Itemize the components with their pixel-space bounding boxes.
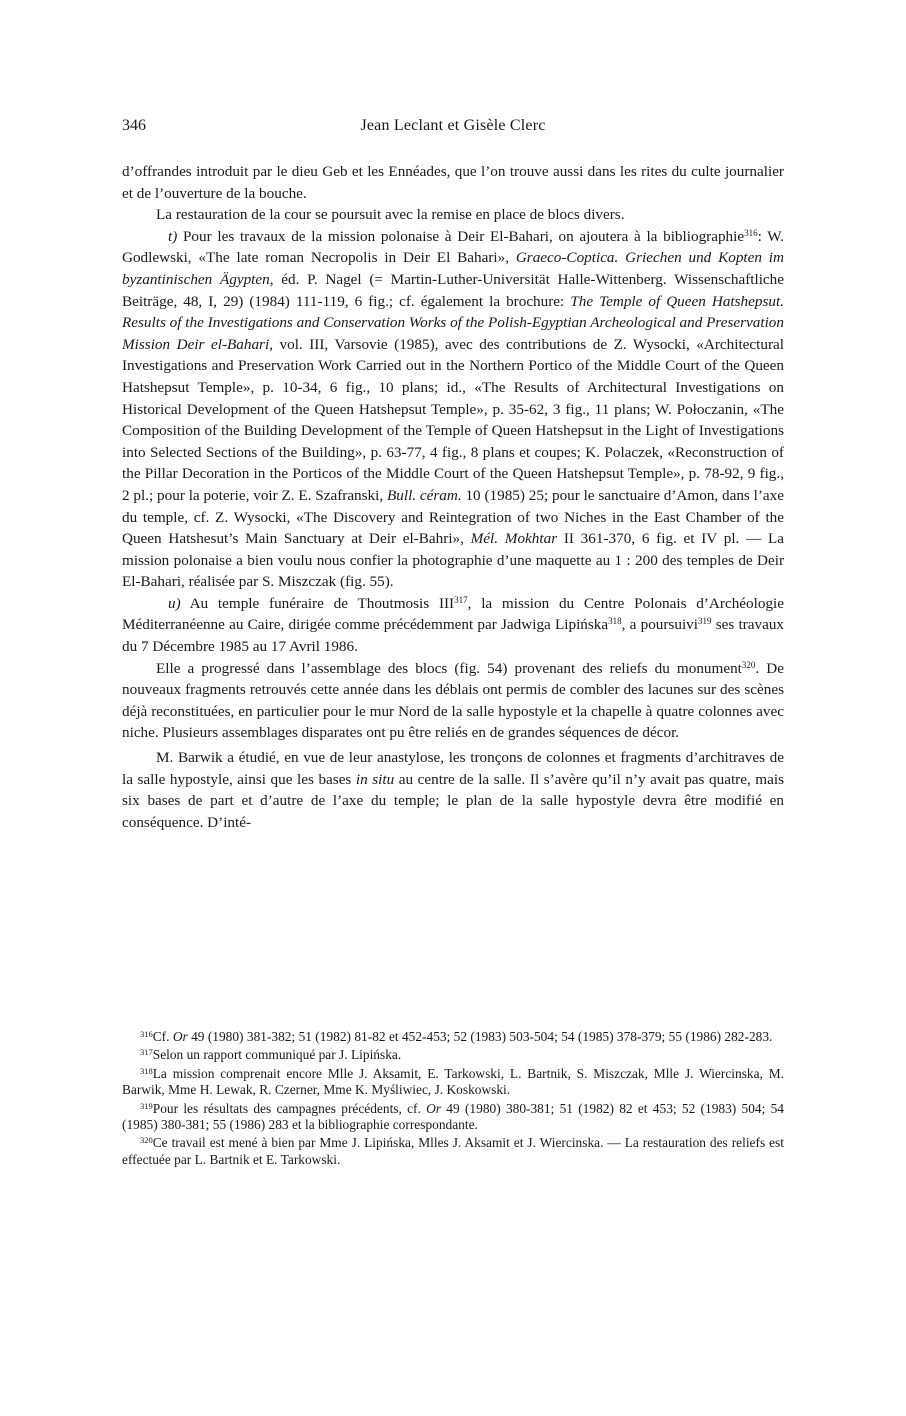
- footnote-ref-316: 316: [744, 227, 758, 238]
- running-title: Jean Leclant et Gisèle Clerc: [360, 117, 546, 134]
- footnote-ref-318: 318: [608, 616, 622, 627]
- item-label-t: t): [168, 227, 178, 245]
- running-head: [122, 117, 784, 141]
- footnote-ref-319: 319: [697, 616, 712, 627]
- footnote-316: $^{316}$Cf. Or 49 (1980) 381-382; 51 (1982) 81-82 et 452-453; 52 (1983) 503-504; 54 (1985) 378-379; 55 (1986) 282-283.: [140, 1029, 773, 1044]
- item-label-u: u): [168, 594, 181, 612]
- paragraph-assemblage: Elle a progressé dans l’assemblage des blocs (fig. 54) provenant des reliefs du monument$^{320}$. De nouveaux fragments retrouvés cette année dans les déblais ont permis de combler des lacunes sur des scènes déjà reconstituées, en particulier pour le mur Nord de la salle hypostyle et la chapelle à quatre colonnes avec niche. Plusieurs assemblages disparates ont pu être reliés en de grandes séquences de décor.: [122, 659, 784, 742]
- paragraph-restauration: La restauration de la cour se poursuit avec la remise en place de blocs divers.: [156, 206, 625, 224]
- title-bull-ceram: Bull. céram.: [386, 486, 462, 504]
- title-graeco-coptica: Graeco-Coptica. Griechen und Kopten im byzantinischen Ägypten: [122, 249, 784, 288]
- title-temple-hatshepsut: The Temple of Queen Hatshepsut. Results of the Investigations and Conservation Works of the Polish-Egyptian Archeological and Preservation Mission Deir el-Bahari: [122, 292, 785, 353]
- paragraph-deir-el-bahari: t) Pour les travaux de la mission polonaise à Deir El-Bahari, on ajoutera à la bibliographie$^{316}$: W. Godlewski, «The late roman Necropolis in Deir El Bahari», Graeco-Coptica. Griechen und Kopten im byzantinischen Ägypten, éd. P. Nagel (= Martin-Luther-Universität Halle-Wittenberg. Wissenschaftliche Beiträge, 48, I, 29) (1984) 111-119, 6 fig.; cf. également la brochure: The Temple of Queen Hatshepsut. Results of the Investigations and Conservation Works of the Polish-Egyptian Archeological and Preservation Mission Deir el-Bahari, vol. III, Varsovie (1985), avec des contributions de Z. Wysocki, «Architectural Investigations and Preservation Work Carried out in the Northern Portico of the Middle Court of the Queen Hatshepsut Temple», p. 10-34, 6 fig., 10 plans; id., «The Results of Architectural Investigations on Historical Development of the Queen Hatshepsut Temple», p. 35-62, 3 fig., 11 plans; W. Połoczanin, «The Composition of the Building Development of the Temple of Queen Hatshepsut in the Light of Investigations into Selected Sections of the Building», p. 63-77, 4 fig., 8 plans et coupes; K. Polaczek, «Reconstruction of the Pillar Decoration in the Porticos of the Middle Court of the Queen Hatshepsut Temple», p. 78-92, 9 fig., 2 pl.; pour la poterie, voir Z. E. Szafranski, Bull. céram. 10 (1985) 25; pour le sanctuaire d’Amon, dans l’axe du temple, cf. Z. Wysocki, «The Discovery and Reintegration of two Niches in the East Chamber of the Queen Hatshesut’s Main Sanctuary at Deir el-Bahri», Mél. Mokhtar II 361-370, 6 fig. et IV pl. — La mission polonaise a bien voulu nous confier la photographie d’une maquette au 1 : 200 des temples de Deir El-Bahari, réalisée par S. Miszczak (fig. 55).: [122, 227, 785, 591]
- title-mel-mokhtar: Mél. Mokhtar: [470, 530, 558, 548]
- paragraph-barwik: M. Barwik a étudié, en vue de leur anastylose, les tronçons de colonnes et fragments d’architraves de la salle hypostyle, ainsi que les bases in situ au centre de la salle. Il s’avère qu’il n’y avait pas quatre, mais six bases de part et d’autre de l’axe du temple; le plan de la salle hypostyle devra être modifié en conséquence. D’inté-: [122, 749, 784, 831]
- footnote-320: $^{320}$Ce travail est mené à bien par Mme J. Lipińska, Mlles J. Aksamit et J. Wiercinska. — La restauration des reliefs est effectuée par L. Bartnik et E. Tarkowski.: [122, 1135, 784, 1167]
- footnote-ref-320: 320: [741, 659, 756, 670]
- footnote-319: $^{319}$Pour les résultats des campagnes précédents, cf. Or 49 (1980) 380-381; 51 (1982) 82 et 453; 52 (1983) 504; 54 (1985) 380-381; 55 (1986) 283 et la bibliographie correspondante.: [122, 1100, 784, 1133]
- paragraph-offrandes: d’offrandes introduit par le dieu Geb et les Ennéades, que l’on trouve aussi dans les rites du culte journalier et de l’ouverture de la bouche.: [122, 163, 784, 202]
- term-in-situ: in situ: [355, 770, 395, 788]
- footnote-ref-317: 317: [454, 594, 468, 605]
- footnote-317: $^{317}$Selon un rapport communiqué par J. Lipińska.: [140, 1047, 402, 1063]
- footnotes: [122, 1029, 784, 1170]
- paragraph-thoutmosis: u) Au temple funéraire de Thoutmosis III$^{317}$, la mission du Centre Polonais d’Archéologie Méditerranéenne au Caire, dirigée comme précédemment par Jadwiga Lipińska$^{318}$, a poursuivi$^{319}$ ses travaux du 7 Décembre 1985 au 17 Avril 1986.: [122, 594, 785, 656]
- main-text: [122, 161, 784, 833]
- footnote-318: $^{318}$La mission comprenait encore Mlle J. Aksamit, E. Tarkowski, L. Bartnik, S. Miszczak, Mlle J. Wiercinska, M. Barwik, Mme H. Lewak, R. Czerner, Mme K. Myśliwiec, J. Koskowski.: [122, 1065, 784, 1098]
- page-number: 346: [122, 117, 146, 134]
